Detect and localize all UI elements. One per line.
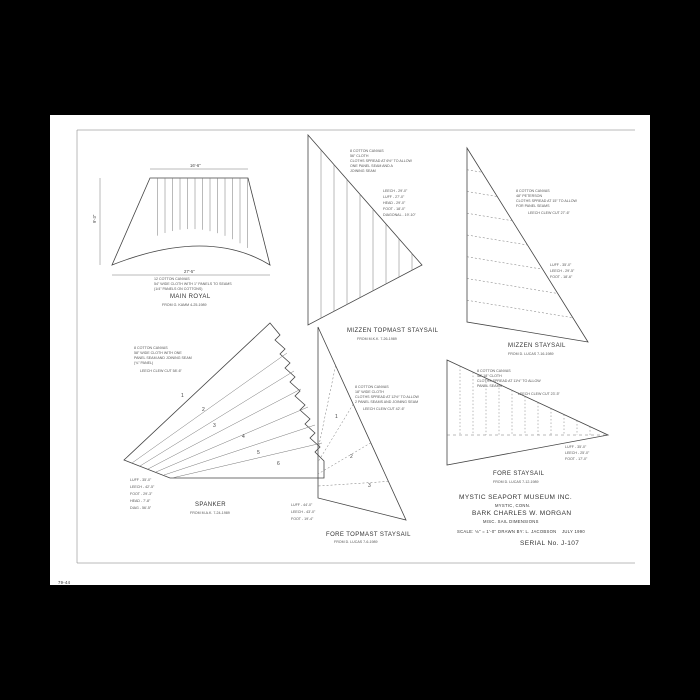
main-royal-title: MAIN ROYAL: [170, 294, 211, 300]
mizzen-staysail-dim-3: FOOT - 18'-6": [550, 275, 573, 279]
spanker-title: SPANKER: [195, 502, 227, 508]
fore-topmast-note-4: 2 PANEL SEAMS AND JOINING SEAM: [355, 400, 419, 404]
mizzen-staysail-source: FROM D. LUCAS 7-16-1989: [508, 352, 554, 356]
mizzen-topmast-note-3: CLOTHS SPREAD AT 6½" TO ALLOW: [350, 159, 412, 163]
title-block-location: MYSTIC, CONN.: [495, 503, 531, 508]
title-block-museum: MYSTIC SEAPORT MUSEUM INC.: [459, 494, 573, 501]
sail-plan-drawing: [50, 115, 650, 585]
mizzen-topmast-dim-2: LUFF - 27'-0": [383, 195, 405, 199]
mizzen-staysail-title: MIZZEN STAYSAIL: [508, 343, 566, 349]
cloth-line: [318, 366, 336, 450]
mizzen-staysail-diagram: [467, 148, 588, 356]
fore-staysail-note-4: PANEL SEAMS: [477, 384, 502, 388]
fore-topmast-note-2: 18" WIDE CLOTH: [355, 390, 384, 394]
title-block-serial: SERIAL No. J-107: [520, 540, 580, 547]
mizzen-staysail-note-2: 48" PETERSON: [516, 194, 543, 198]
mizzen-topmast-note-4: ONE PANEL SEAM AND A: [350, 164, 393, 168]
mizzen-topmast-dim-4: FOOT - 18'-0": [383, 207, 406, 211]
mizzen-topmast-dim-3: HEAD - 29'-0": [383, 201, 406, 205]
fore-staysail-diagram: [447, 360, 608, 484]
fore-staysail-dim-1: LUFF - 35'-0": [565, 445, 587, 449]
cloth-line: [318, 404, 353, 462]
spanker-dim-2: LEECH - 42'-5": [130, 485, 155, 489]
fore-topmast-note-1: 8 COTTON CANVAS: [355, 385, 389, 389]
cloth-line: [156, 407, 308, 472]
mizzen-staysail-note-4: FOR PANEL SEAMS: [516, 204, 550, 208]
spanker-note-1: 8 COTTON CANVAS: [134, 346, 168, 350]
spanker-note-3: PANEL SEAM AND JOINING SEAM: [134, 356, 192, 360]
fore-topmast-staysail-diagram: [291, 327, 420, 544]
cloth-line: [467, 300, 573, 318]
mizzen-staysail-note-1: 8 COTTON CANVAS: [516, 189, 550, 193]
sheet-code: 79-44: [58, 580, 71, 585]
cloth-line: [318, 443, 371, 474]
spanker-panel-4: 4: [242, 434, 245, 440]
cloth-line: [467, 192, 497, 197]
spanker-note-2: 58" WIDE CLOTH WITH ONE: [134, 351, 182, 355]
spanker-panel-1: 1: [181, 393, 184, 399]
spanker-panel-2: 2: [202, 407, 205, 413]
cloth-line: [467, 213, 512, 221]
fore-topmast-dim-2: LEECH - 43'-0": [291, 510, 316, 514]
fore-staysail-dim-2: LEECH - 25'-0": [565, 451, 590, 455]
title-block-date: JULY 1990: [562, 529, 586, 534]
cloth-line: [467, 235, 528, 245]
cloth-line: [140, 371, 294, 466]
drawing-sheet: [50, 115, 650, 585]
mizzen-topmast-note-2: 56" CLOTH: [350, 154, 369, 158]
fore-topmast-clew: LEECH CLEW CUT 42'-6": [363, 407, 405, 411]
spanker-dim-5: DIAG - 56'-5": [130, 506, 152, 510]
cloth-line: [172, 443, 322, 478]
main-royal-source: FROM G. KAMM 4-25-1989: [162, 303, 207, 307]
spanker-clew: LEECH CLEW CUT 58'-6": [140, 369, 182, 373]
fore-staysail-title: FORE STAYSAIL: [493, 471, 545, 477]
mizzen-topmast-note-5: JOINING SEAM: [350, 169, 376, 173]
fore-staysail-source: FROM D. LUCAS 7-12-1989: [493, 480, 539, 484]
spanker-dim-1: LUFF - 35'-0": [130, 478, 152, 482]
mizzen-topmast-source: FROM M.K.K. 7-26-1989: [357, 337, 397, 341]
title-block-subject: MISC. SAIL DIMENSIONS: [483, 519, 539, 524]
title-block-scale: SCALE: ⅛" = 1'-0": [457, 529, 497, 534]
cloth-line: [467, 170, 482, 173]
fore-staysail-clew: LEECH CLEW CUT 23'-5": [518, 392, 560, 396]
mizzen-staysail-clew: LEECH CLEW CUT 27'-6": [528, 211, 570, 215]
mizzen-topmast-title: MIZZEN TOPMAST STAYSAIL: [347, 328, 439, 334]
spanker-panel-6: 6: [277, 461, 280, 467]
title-block-vessel: BARK CHARLES W. MORGAN: [472, 510, 572, 517]
fore-topmast-panel-1: 1: [335, 414, 338, 420]
fore-topmast-dim-3: FOOT - 19'-4": [291, 517, 314, 521]
fore-topmast-panel-2: 2: [350, 454, 353, 460]
main-royal-side-dimension: 9'-3": [92, 214, 97, 223]
fore-staysail-note-2: 48" 18" CLOTH: [477, 374, 502, 378]
spanker-dim-3: FOOT - 29'-3": [130, 492, 153, 496]
spanker-note-4: (¾" PANEL): [134, 361, 154, 365]
main-royal-diagram: [92, 163, 270, 307]
cloth-line: [318, 481, 388, 486]
mizzen-staysail-dim-1: LUFF - 35'-0": [550, 263, 572, 267]
main-royal-note-1: 12 COTTON CANVAS: [154, 277, 190, 281]
fore-staysail-dim-3: FOOT - 17'-0": [565, 457, 588, 461]
spanker-panel-3: 3: [213, 423, 216, 429]
title-block: [457, 494, 585, 547]
main-royal-note-2: 54" WIDE CLOTH WITH 1" PANELS TO SEAMS: [154, 282, 232, 286]
main-royal-foot-dimension: 27'-5": [184, 269, 195, 274]
spanker-diagram: [124, 323, 324, 515]
spanker-dim-4: HEAD - 7'-8": [130, 499, 151, 503]
fore-topmast-source: FROM D. LUCAS 7-6-1989: [334, 540, 378, 544]
title-block-drawn-by: DRAWN BY: L. JACOBSON: [498, 529, 557, 534]
fore-topmast-note-3: CLOTHS SPREAD AT 12½" TO ALLOW: [355, 395, 419, 399]
fore-staysail-note-1: 8 COTTON CANVAS: [477, 369, 511, 373]
spanker-source: FROM M.A.K. 7-24-1989: [190, 511, 230, 515]
fore-staysail-note-3: CLOTHS SPREAD AT 11½" TO ALLOW: [477, 379, 541, 383]
mizzen-staysail-note-3: CLOTHS SPREAD AT 15" TO ALLOW: [516, 199, 577, 203]
fore-topmast-title: FORE TOPMAST STAYSAIL: [326, 532, 411, 538]
main-royal-note-3: (1/4" PANELS ON COTTONS): [154, 287, 203, 291]
mizzen-topmast-dim-5: DIAGONAL - 19'-10": [383, 213, 416, 217]
cloth-line: [467, 257, 543, 270]
cloth-line: [467, 279, 558, 294]
fore-topmast-panel-3: 3: [368, 483, 371, 489]
mizzen-topmast-staysail-diagram: [308, 135, 439, 341]
mizzen-topmast-dim-1: LEECH - 29'-0": [383, 189, 408, 193]
mizzen-staysail-dim-2: LEECH - 29'-5": [550, 269, 575, 273]
cloth-line: [148, 389, 301, 469]
main-royal-head-dimension: 16'-6": [190, 163, 201, 168]
spanker-panel-5: 5: [257, 450, 260, 456]
fore-topmast-dim-1: LUFF - 44'-0": [291, 503, 313, 507]
mizzen-topmast-note-1: 8 COTTON CANVAS: [350, 149, 384, 153]
